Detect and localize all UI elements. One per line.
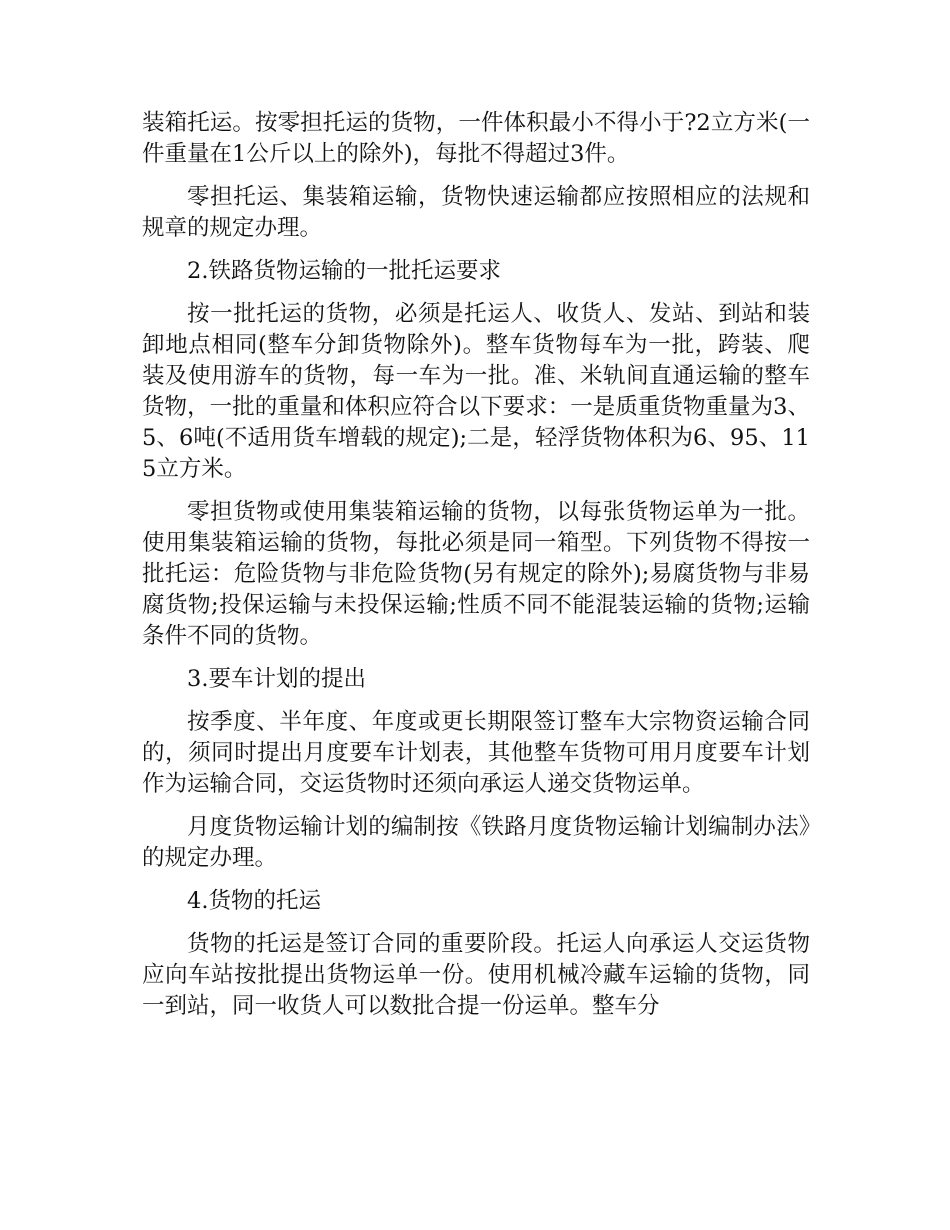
- paragraph-5: 按季度、半年度、年度或更长期限签订整车大宗物资运输合同的，须同时提出月度要车计划表，其他整车货物可用月度要车计划作为运输合同，交运货物时还须向承运人递交货物运单。: [142, 709, 810, 797]
- document-body: [142, 108, 810, 1034]
- paragraph-2: 零担托运、集装箱运输，货物快速运输都应按照相应的法规和规章的规定办理。: [142, 184, 810, 241]
- section-heading-2: 2.铁路货物运输的一批托运要求: [187, 258, 501, 284]
- paragraph-1: 装箱托运。按零担托运的货物，一件体积最小不得小于?2立方米(一件重量在1公斤以上的除外)，每批不得超过3件。: [142, 110, 810, 167]
- paragraph-4: 零担货物或使用集装箱运输的货物，以每张货物运单为一批。使用集装箱运输的货物，每批必须是同一箱型。下列货物不得按一批托运：危险货物与非危险货物(另有规定的除外);易腐货物与非易腐货物;投保运输与未投保运输;性质不同不能混装运输的货物;运输条件不同的货物。: [142, 499, 810, 649]
- paragraph-3: 按一批托运的货物，必须是托运人、收货人、发站、到站和装卸地点相同(整车分卸货物除外)。整车货物每车为一批，跨装、爬装及使用游车的货物，每一车为一批。准、米轨间直通运输的整车货物，一批的重量和体积应符合以下要求：一是质重货物重量为3、5、6吨(不适用货车增载的规定);二是，轻浮货物体积为6、95、115立方米。: [142, 301, 810, 482]
- paragraph-6: 月度货物运输计划的编制按《铁路月度货物运输计划编制办法》的规定办理。: [142, 814, 810, 871]
- section-heading-4: 4.货物的托运: [187, 888, 321, 914]
- paragraph-7: 货物的托运是签订合同的重要阶段。托运人向承运人交运货物应向车站按批提出货物运单一份。使用机械冷藏车运输的货物，同一到站，同一收货人可以数批合提一份运单。整车分: [142, 931, 810, 1019]
- section-heading-3: 3.要车计划的提出: [187, 666, 366, 692]
